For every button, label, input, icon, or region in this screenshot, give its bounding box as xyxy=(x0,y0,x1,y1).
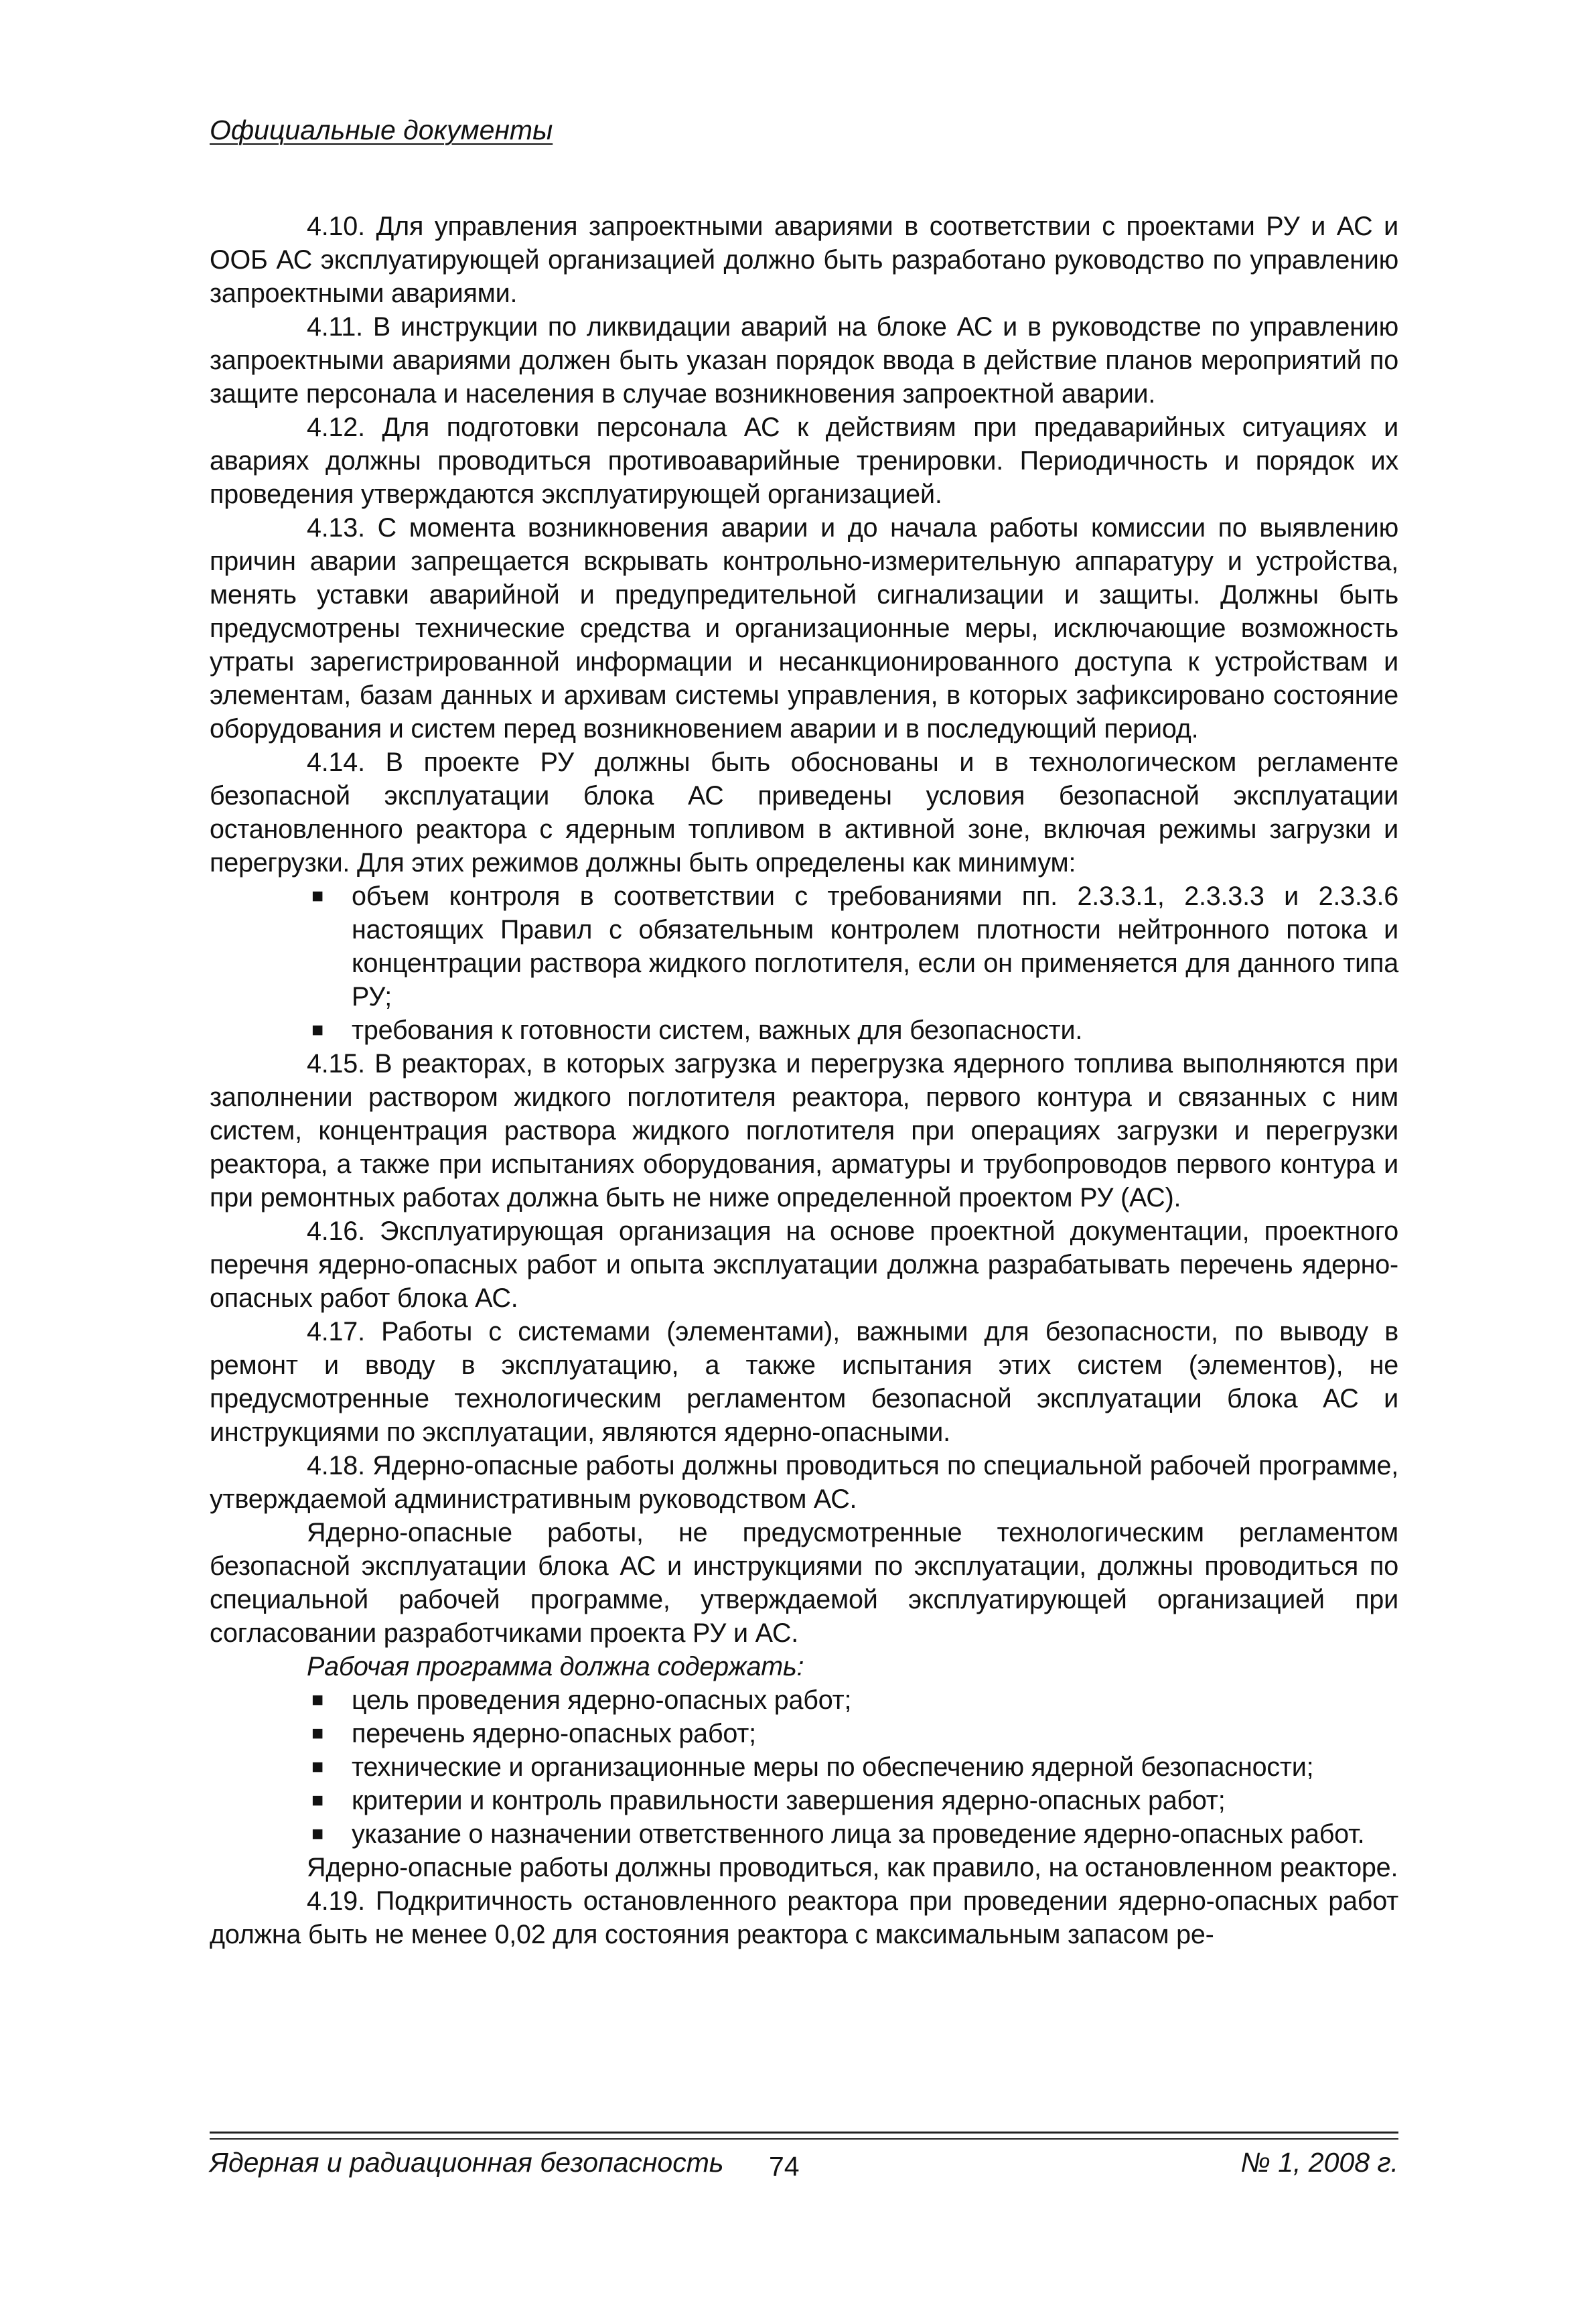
issue-number: № 1, 2008 г. xyxy=(1240,2147,1398,2178)
list-item-text: указание о назначении ответственного лица за проведение ядерно-опасных работ. xyxy=(352,1819,1365,1849)
list-item xyxy=(210,880,1398,1014)
list-4-14 xyxy=(210,880,1398,1047)
paragraph-4-19: 4.19. Подкритичность остановленного реактора при проведении ядерно-опасных работ должна быть не менее 0,02 для состояния реактора с максимальным запасом ре- xyxy=(210,1886,1398,1949)
paragraph-4-18-shutdown: Ядерно-опасные работы должны проводиться, как правило, на остановленном реакторе. xyxy=(307,1853,1398,1882)
main-text xyxy=(210,210,1398,1951)
bullet-icon: ■ xyxy=(311,1823,323,1845)
list-item-text: объем контроля в соответствии с требованиями пп. 2.3.3.1, 2.3.3.3 и 2.3.3.6 настоящих Правил с обязательным контролем плотности нейтронного потока и концентрации раствора жидкого поглотителя, если он применяется для данного типа РУ; xyxy=(352,882,1398,1012)
page-footer xyxy=(210,2142,1398,2182)
footer-rule-thin xyxy=(210,2138,1398,2140)
bullet-icon: ■ xyxy=(311,1689,323,1711)
page-number: 74 xyxy=(769,2151,800,2182)
program-intro: Рабочая программа должна содержать: xyxy=(307,1652,804,1681)
bullet-icon: ■ xyxy=(311,1756,323,1778)
list-item xyxy=(210,1717,1398,1750)
list-item xyxy=(210,1817,1398,1851)
paragraph-4-12: 4.12. Для подготовки персонала АС к действиям при предаварийных ситуациях и авариях должны проводиться противоаварийные тренировки. Периодичность и порядок их проведения утверждаются эксплуатирующей организацией. xyxy=(210,413,1398,509)
list-item xyxy=(210,1784,1398,1817)
paragraph-4-17: 4.17. Работы с системами (элементами), важными для безопасности, по выводу в ремонт и вводу в эксплуатацию, а также испытания этих систем (элементов), не предусмотренные технологическим регламентом безопасной эксплуатации блока АС и инструкциями по эксплуатации, являются ядерно-опасными. xyxy=(210,1317,1398,1447)
bullet-icon: ■ xyxy=(311,1722,323,1744)
journal-title: Ядерная и радиационная безопасность xyxy=(210,2147,724,2178)
list-item xyxy=(210,1683,1398,1717)
paragraph-4-14: 4.14. В проекте РУ должны быть обоснованы и в технологическом регламенте безопасной эксплуатации блока АС приведены условия безопасной эксплуатации остановленного реактора с ядерным топливом в активной зоне, включая режимы загрузки и перегрузки. Для этих режимов должны быть определены как минимум: xyxy=(210,748,1398,878)
bullet-icon: ■ xyxy=(311,1019,323,1041)
list-item xyxy=(210,1014,1398,1047)
bullet-icon: ■ xyxy=(311,1789,323,1811)
bullet-icon: ■ xyxy=(311,885,323,907)
list-item-text: перечень ядерно-опасных работ; xyxy=(352,1719,756,1748)
paragraph-4-18-unforeseen: Ядерно-опасные работы, не предусмотренные технологическим регламентом безопасной эксплуатации блока АС и инструкциями по эксплуатации, должны проводиться по специальной рабочей программе, утверждаемой эксплуатирующей организацией при согласовании разработчиками проекта РУ и АС. xyxy=(210,1518,1398,1648)
list-item xyxy=(210,1750,1398,1784)
list-item-text: критерии и контроль правильности завершения ядерно-опасных работ; xyxy=(352,1786,1226,1815)
paragraph-4-18: 4.18. Ядерно-опасные работы должны проводиться по специальной рабочей программе, утверждаемой административным руководством АС. xyxy=(210,1451,1398,1514)
footer-rule xyxy=(210,2132,1398,2134)
running-head: Официальные документы xyxy=(210,115,553,145)
paragraph-4-15: 4.15. В реакторах, в которых загрузка и перегрузка ядерного топлива выполняются при заполнении раствором жидкого поглотителя реактора, первого контура и связанных с ним систем, концентрация раствора жидкого поглотителя при операциях загрузки и перегрузки реактора, а также при испытаниях оборудования, арматуры и трубопроводов первого контура и при ремонтных работах должна быть не ниже определенной проектом РУ (АС). xyxy=(210,1049,1398,1212)
list-item-text: требования к готовности систем, важных для безопасности. xyxy=(352,1016,1083,1045)
paragraph-4-10: 4.10. Для управления запроектными авариями в соответствии с проектами РУ и АС и ООБ АС эксплуатирующей организацией должно быть разработано руководство по управлению запроектными авариями. xyxy=(210,212,1398,308)
list-item-text: технические и организационные меры по обеспечению ядерной безопасности; xyxy=(352,1752,1314,1782)
paragraph-4-11: 4.11. В инструкции по ликвидации аварий на блоке АС и в руководстве по управлению запроектными авариями должен быть указан порядок ввода в действие планов мероприятий по защите персонала и населения в случае возникновения запроектной аварии. xyxy=(210,312,1398,409)
program-list xyxy=(210,1683,1398,1851)
paragraph-4-13: 4.13. С момента возникновения аварии и до начала работы комиссии по выявлению причин аварии запрещается вскрывать контрольно-измерительную аппаратуру и устройства, менять уставки аварийной и предупредительной сигнализации и защиты. Должны быть предусмотрены технические средства и организационные меры, исключающие возможность утраты зарегистрированной информации и несанкционированного доступа к устройствам и элементам, базам данных и архивам системы управления, в которых зафиксировано состояние оборудования и систем перед возникновением аварии и в последующий период. xyxy=(210,513,1398,744)
paragraph-4-16: 4.16. Эксплуатирующая организация на основе проектной документации, проектного перечня ядерно-опасных работ и опыта эксплуатации должна разрабатывать перечень ядерно-опасных работ блока АС. xyxy=(210,1216,1398,1313)
list-item-text: цель проведения ядерно-опасных работ; xyxy=(352,1685,852,1715)
